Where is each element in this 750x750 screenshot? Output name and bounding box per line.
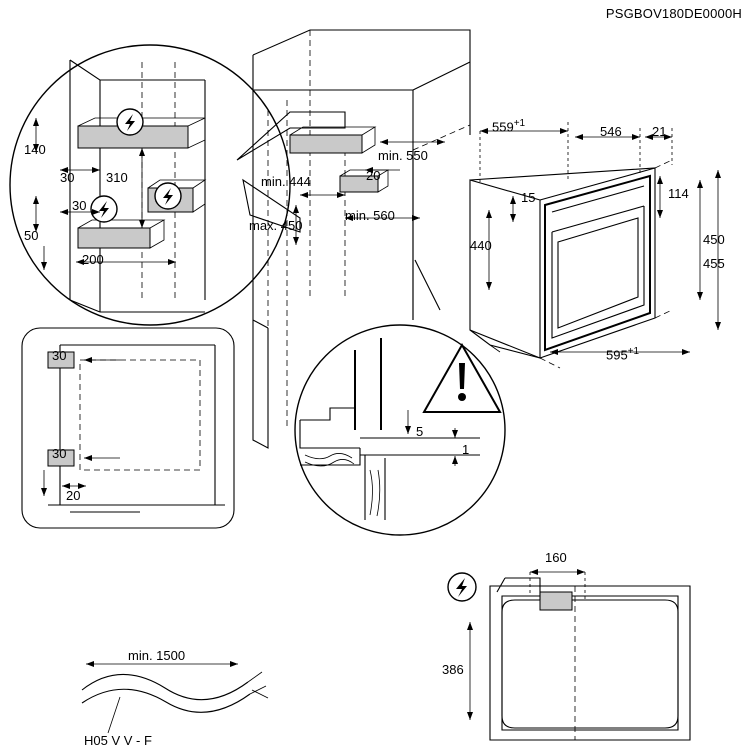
dim-30-b: 30 [72, 198, 87, 213]
dim-plan-30-a: 30 [52, 348, 67, 363]
document-code: PSGBOV180DE0000H [605, 6, 742, 21]
detail-center-circle [295, 325, 505, 535]
dim-595-group [606, 346, 639, 362]
dim-455: 455 [703, 256, 725, 271]
dim-114: 114 [668, 186, 689, 201]
dim-546: 546 [600, 124, 622, 139]
dim-min-560: min. 560 [345, 208, 395, 223]
dim-5: 5 [416, 424, 424, 439]
dim-min-444: min. 444 [261, 174, 311, 189]
dim-plan-30-b: 30 [52, 446, 67, 461]
dim-30-a: 30 [60, 170, 75, 185]
cable-type-label: H05 V V - F [84, 733, 152, 748]
dim-559-group [492, 118, 525, 134]
dim-1: 1 [462, 442, 470, 457]
dim-max-450: max. 450 [249, 218, 303, 233]
dim-160: 160 [545, 550, 567, 565]
dim-plan-20: 20 [66, 488, 81, 503]
rear-view [448, 569, 690, 740]
dim-386: 386 [442, 662, 464, 677]
oven-body [470, 122, 721, 368]
dim-450: 450 [703, 232, 725, 247]
leader-center-detail [415, 260, 440, 310]
dim-559-tol: +1 [513, 118, 526, 129]
power-cable [82, 661, 268, 733]
dim-200: 200 [82, 252, 104, 267]
dim-15: 15 [521, 190, 536, 205]
dim-140: 140 [24, 142, 46, 157]
dim-min-550: min. 550 [378, 148, 428, 163]
dim-440: 440 [470, 238, 492, 253]
dim-20: 20 [366, 168, 381, 183]
detail-top-left-circle [10, 45, 290, 325]
dim-595: 595 [606, 347, 628, 363]
dim-559: 559 [492, 119, 514, 135]
dim-21: 21 [652, 124, 667, 139]
cable-length-label: min. 1500 [128, 648, 186, 663]
dim-595-tol: +1 [627, 346, 640, 357]
dim-50: 50 [24, 228, 39, 243]
dim-310: 310 [106, 170, 128, 185]
